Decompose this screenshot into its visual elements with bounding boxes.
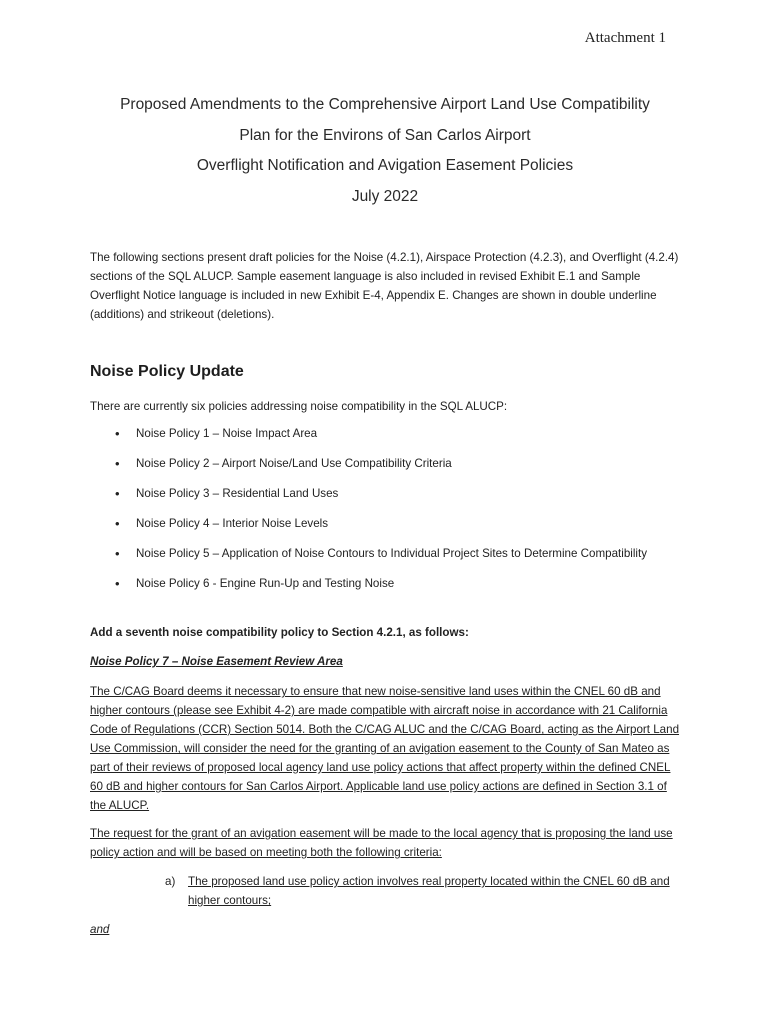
criteria-item	[165, 872, 680, 910]
list-item: • Noise Policy 5 – Application of Noise Contours to Individual Project Sites to Determine Compatibility	[90, 544, 680, 563]
policy-7-paragraph-2: The request for the grant of an avigation easement will be made to the local agency that is proposing the land use policy action and will be based on meeting both the following criteria:	[90, 827, 673, 859]
title-line-1: Proposed Amendments to the Comprehensive Airport Land Use Compatibility	[120, 96, 650, 113]
criteria-text: The proposed land use policy action involves real property located within the CNEL 60 dB and higher contours;	[188, 875, 670, 907]
list-item: • Noise Policy 3 – Residential Land Uses	[90, 484, 680, 503]
list-item: • Noise Policy 2 – Airport Noise/Land Use Compatibility Criteria	[90, 454, 680, 473]
add-policy-heading: Add a seventh noise compatibility policy to Section 4.2.1, as follows:	[90, 626, 469, 639]
document-title	[0, 92, 770, 214]
list-item: • Noise Policy 4 – Interior Noise Levels	[90, 514, 680, 533]
connector-and: and	[90, 923, 110, 936]
title-line-3: Overflight Notification and Avigation Easement Policies	[196, 157, 574, 174]
policy-7-paragraph-1: The C/CAG Board deems it necessary to ensure that new noise-sensitive land uses within the CNEL 60 dB and higher contours (please see Exhibit 4-2) are made compatible with aircraft noise in accordance with 21 California Code of Regulations (CCR) Section 5014. Both the C/CAG ALUC and the C/CAG Board, acting as the Airport Land Use Commission, will consider the need for the granting of an avigation easement to the County of San Mateo as part of their reviews of proposed local agency land use policy actions that affect property within the defined CNEL 60 dB and higher contours for San Carlos Airport. Applicable land use policy actions are defined in Section 3.1 of the ALUCP.	[90, 685, 680, 812]
policies-lead-text: There are currently six policies addressing noise compatibility in the SQL ALUCP:	[90, 400, 508, 413]
intro-paragraph: The following sections present draft policies for the Noise (4.2.1), Airspace Protection (4.2.3), and Overflight (4.2.4) sections of the SQL ALUCP. Sample easement language is also included in revised Exhibit E.1 and Sample Overflight Notice language is included in new Exhibit E-4, Appendix E. Changes are shown in double underline (additions) and strikeout (deletions).	[90, 251, 679, 321]
title-line-2: Plan for the Environs of San Carlos Airport	[239, 126, 531, 144]
attachment-label: Attachment 1	[584, 30, 666, 46]
noise-policy-heading: Noise Policy Update	[90, 363, 244, 380]
noise-policy-list	[90, 424, 680, 604]
list-item: • Noise Policy 1 – Noise Impact Area	[90, 424, 680, 443]
title-date: July 2022	[351, 187, 419, 205]
criteria-marker: a)	[165, 875, 176, 888]
list-item: • Noise Policy 6 - Engine Run-Up and Testing Noise	[90, 574, 680, 593]
policy-7-title: Noise Policy 7 – Noise Easement Review Area	[90, 655, 343, 668]
